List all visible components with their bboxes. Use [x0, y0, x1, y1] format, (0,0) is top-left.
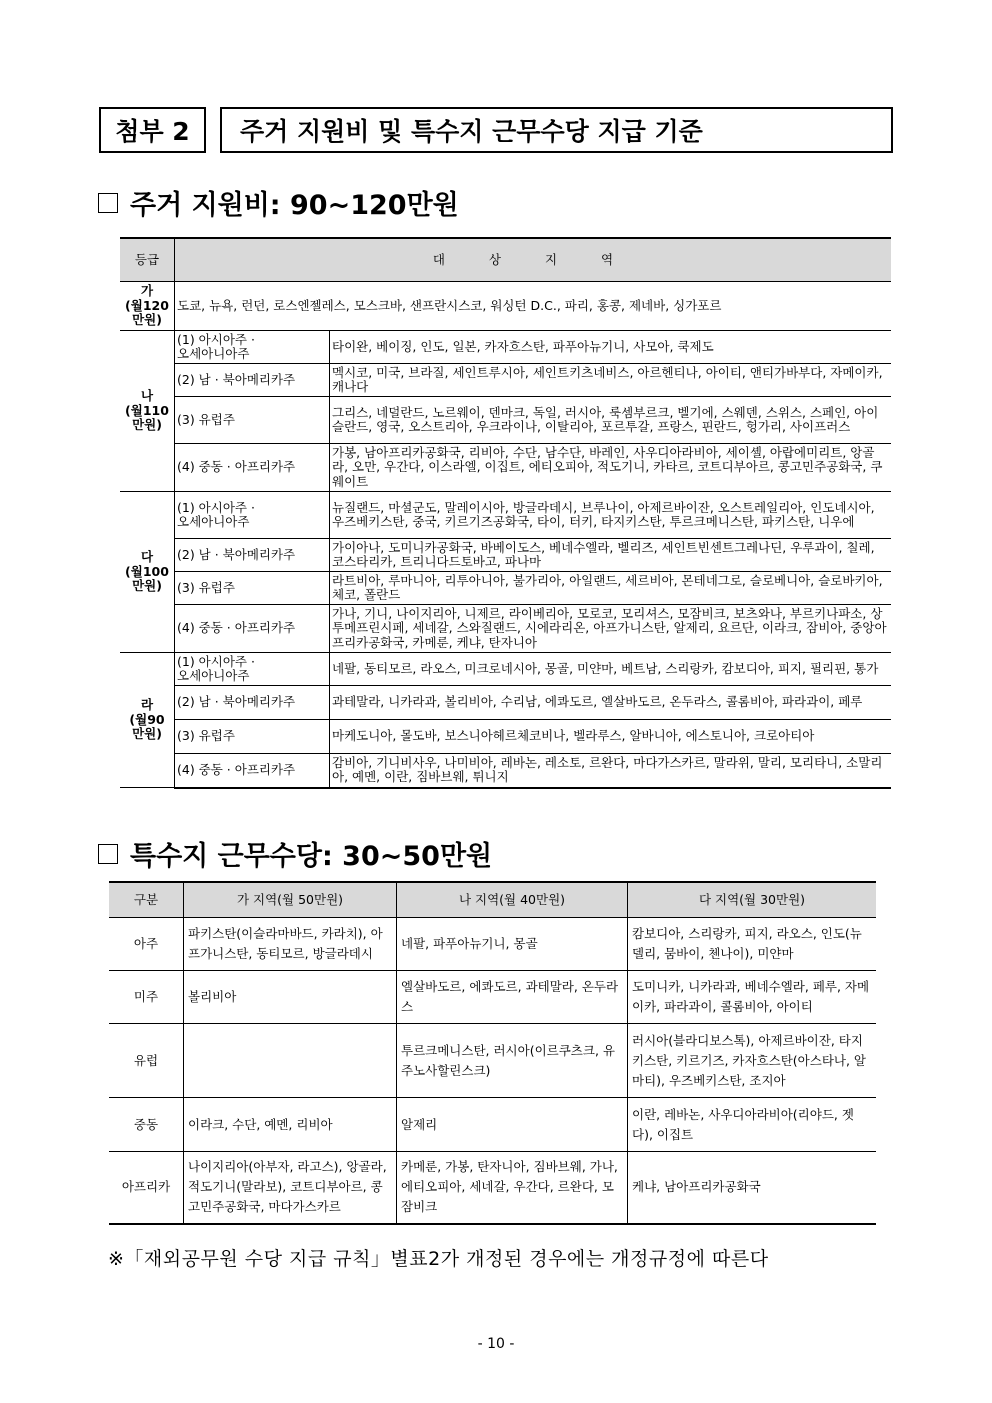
table-row: [109, 1024, 876, 1098]
zone-c-cell: 이란, 레바논, 사우디아라비아(리야드, 젯다), 이집트: [628, 1098, 877, 1152]
zone-c-cell: 캄보디아, 스리랑카, 피지, 라오스, 인도(뉴델리, 뭄바이, 첸나이), 미얀마: [628, 918, 877, 971]
zone-b-cell: 투르크메니스탄, 러시아(이르쿠츠크, 유주노사할린스크): [397, 1024, 628, 1098]
region-cell: (4) 중동 · 아프리카주: [175, 444, 330, 492]
attachment-label: 첨부 2: [99, 107, 206, 153]
hardship-allowance-table: [109, 881, 876, 1225]
region-cell: (4) 중동 · 아프리카주: [175, 605, 330, 653]
table-row: [120, 492, 891, 539]
zone-b-cell: 네팔, 파푸아뉴기니, 몽골: [397, 918, 628, 971]
region-list-cell: 그리스, 네덜란드, 노르웨이, 덴마크, 독일, 러시아, 룩셈부르크, 벨기에, 스웨덴, 스위스, 스페인, 아이슬란드, 영국, 오스트리아, 우크라이나, 이탈리아, 포르투갈, 프랑스, 핀란드, 헝가리, 사이프러스: [330, 397, 892, 444]
region-list-cell: 과테말라, 니카라과, 볼리비아, 수리남, 에콰도르, 엘살바도르, 온두라스, 콜롬비아, 파라과이, 페루: [330, 686, 892, 720]
region-list-cell: 뉴질랜드, 마셜군도, 말레이시아, 방글라데시, 브루나이, 아제르바이잔, 오스트레일리아, 인도네시아, 우즈베키스탄, 중국, 키르기즈공화국, 타이, 터키, 타지키스탄, 투르크메니스탄, 파키스탄, 니우에: [330, 492, 892, 539]
table-row: [120, 282, 891, 331]
table-row: [120, 572, 891, 605]
region-cell: (3) 유럽주: [175, 720, 330, 754]
region-list-cell: 라트비아, 루마니아, 리투아니아, 불가리아, 아일랜드, 세르비아, 몬테네그로, 슬로베니아, 슬로바키아, 체코, 폴란드: [330, 572, 892, 605]
region-list-cell: 마케도니아, 몰도바, 보스니아헤르체코비나, 벨라루스, 알바니아, 에스토니아, 크로아티아: [330, 720, 892, 754]
section1-title-text: 주거 지원비: 90~120만원: [130, 190, 459, 221]
header-zone-a: 가 지역(월 50만원): [184, 882, 397, 918]
housing-allowance-table: [120, 237, 891, 789]
table-row: [120, 331, 891, 364]
grade-cell: 가 (월120 만원): [120, 282, 175, 331]
table-row: [120, 444, 891, 492]
table-header-row: [120, 238, 891, 282]
table-row: [120, 653, 891, 686]
category-cell: 미주: [109, 971, 184, 1024]
section1-title: [98, 183, 459, 222]
table-row: [120, 364, 891, 397]
grade-cell: 라 (월90 만원): [120, 653, 175, 788]
region-list-cell: 가나, 기니, 나이지리아, 니제르, 라이베리아, 모로코, 모리셔스, 모잠비크, 보츠와나, 부르키나파소, 상투메프린시페, 세네갈, 스와질랜드, 시에라리온, 아프가니스탄, 알제리, 요르단, 이라크, 잠비아, 중앙아프리카공화국, 카메룬, 케냐, 탄자니아: [330, 605, 892, 653]
region-list-cell: 타이완, 베이징, 인도, 일본, 카자흐스탄, 파푸아뉴기니, 사모아, 쿡제도: [330, 331, 892, 364]
region-cell: (4) 중동 · 아프리카주: [175, 754, 330, 788]
region-cell: (3) 유럽주: [175, 572, 330, 605]
category-cell: 중동: [109, 1098, 184, 1152]
zone-a-cell: 파키스탄(이슬라마바드, 카라치), 아프가니스탄, 동티모르, 방글라데시: [184, 918, 397, 971]
zone-c-cell: 러시아(블라디보스톡), 아제르바이잔, 타지키스탄, 키르기즈, 카자흐스탄(아스타나, 알마티), 우즈베키스탄, 조지아: [628, 1024, 877, 1098]
region-cell: (1) 아시아주 · 오세아니아주: [175, 492, 330, 539]
region-list-cell: 멕시코, 미국, 브라질, 세인트루시아, 세인트키츠네비스, 아르헨티나, 아이티, 앤티가바부다, 자메이카, 캐나다: [330, 364, 892, 397]
region-cell: (2) 남 · 북아메리카주: [175, 539, 330, 572]
table-row: [120, 397, 891, 444]
table-row: [109, 1152, 876, 1224]
header-region: 대 상 지 역: [175, 238, 892, 282]
page-number: - 10 -: [477, 1336, 515, 1352]
category-cell: 아프리카: [109, 1152, 184, 1224]
table-header-row: [109, 882, 876, 918]
region-list-cell: 가이아나, 도미니카공화국, 바베이도스, 베네수엘라, 벨리즈, 세인트빈센트그레나딘, 우루과이, 칠레, 코스타리카, 트리니다드토바고, 파나마: [330, 539, 892, 572]
square-bullet-icon: [98, 193, 118, 213]
header-zone-b: 나 지역(월 40만원): [397, 882, 628, 918]
section2-title: [98, 834, 492, 873]
zone-b-cell: 엘살바도르, 에콰도르, 과테말라, 온두라스: [397, 971, 628, 1024]
zone-b-cell: 카메룬, 가봉, 탄자니아, 짐바브웨, 가나, 에티오피아, 세네갈, 우간다, 르완다, 모잠비크: [397, 1152, 628, 1224]
region-list-cell: 네팔, 동티모르, 라오스, 미크로네시아, 몽골, 미얀마, 베트남, 스리랑카, 캄보디아, 피지, 필리핀, 통가: [330, 653, 892, 686]
footnote: ※「재외공무원 수당 지급 규칙」별표2가 개정된 경우에는 개정규정에 따른다: [108, 1248, 769, 1270]
zone-a-cell: 이라크, 수단, 예멘, 리비아: [184, 1098, 397, 1152]
header-zone-c: 다 지역(월 30만원): [628, 882, 877, 918]
table-row: [120, 686, 891, 720]
zone-a-cell: [184, 1024, 397, 1098]
table-row: [109, 971, 876, 1024]
zone-c-cell: 도미니카, 니카라과, 베네수엘라, 페루, 자메이카, 파라과이, 콜롬비아, 아이티: [628, 971, 877, 1024]
zone-a-cell: 볼리비아: [184, 971, 397, 1024]
category-cell: 아주: [109, 918, 184, 971]
table-row: [120, 754, 891, 788]
grade-cell: 나 (월110 만원): [120, 331, 175, 492]
table-row: [120, 720, 891, 754]
region-list-cell: 감비아, 기니비사우, 나미비아, 레바논, 레소토, 르완다, 마다가스카르, 말라위, 말리, 모리타니, 소말리아, 예멘, 이란, 짐바브웨, 튀니지: [330, 754, 892, 788]
section2-title-text: 특수지 근무수당: 30~50만원: [130, 841, 493, 872]
table-row: [120, 605, 891, 653]
category-cell: 유럽: [109, 1024, 184, 1098]
region-cell: (1) 아시아주 · 오세아니아주: [175, 331, 330, 364]
header-category: 구분: [109, 882, 184, 918]
table-row: [120, 539, 891, 572]
table-row: [109, 1098, 876, 1152]
zone-a-cell: 나이지리아(아부자, 라고스), 앙골라, 적도기니(말라보), 코트디부아르, 콩고민주공화국, 마다가스카르: [184, 1152, 397, 1224]
table-row: [109, 918, 876, 971]
zone-b-cell: 알제리: [397, 1098, 628, 1152]
region-cell: (1) 아시아주 · 오세아니아주: [175, 653, 330, 686]
zone-c-cell: 케냐, 남아프리카공화국: [628, 1152, 877, 1224]
region-cell: (3) 유럽주: [175, 397, 330, 444]
region-cell: (2) 남 · 북아메리카주: [175, 364, 330, 397]
page-header: [99, 107, 894, 157]
region-cell: (2) 남 · 북아메리카주: [175, 686, 330, 720]
document-title: 주거 지원비 및 특수지 근무수당 지급 기준: [220, 107, 893, 153]
grade-cell: 다 (월100 만원): [120, 492, 175, 653]
header-grade: 등급: [120, 238, 175, 282]
square-bullet-icon: [98, 844, 118, 864]
region-list-cell: 도쿄, 뉴욕, 런던, 로스엔젤레스, 모스크바, 샌프란시스코, 워싱턴 D.C., 파리, 홍콩, 제네바, 싱가포르: [175, 282, 892, 331]
region-list-cell: 가봉, 남아프리카공화국, 리비아, 수단, 남수단, 바레인, 사우디아라비아, 세이셸, 아랍에미리트, 앙골라, 오만, 우간다, 이스라엘, 이집트, 에티오피아, 적도기니, 카타르, 코트디부아르, 콩고민주공화국, 쿠웨이트: [330, 444, 892, 492]
